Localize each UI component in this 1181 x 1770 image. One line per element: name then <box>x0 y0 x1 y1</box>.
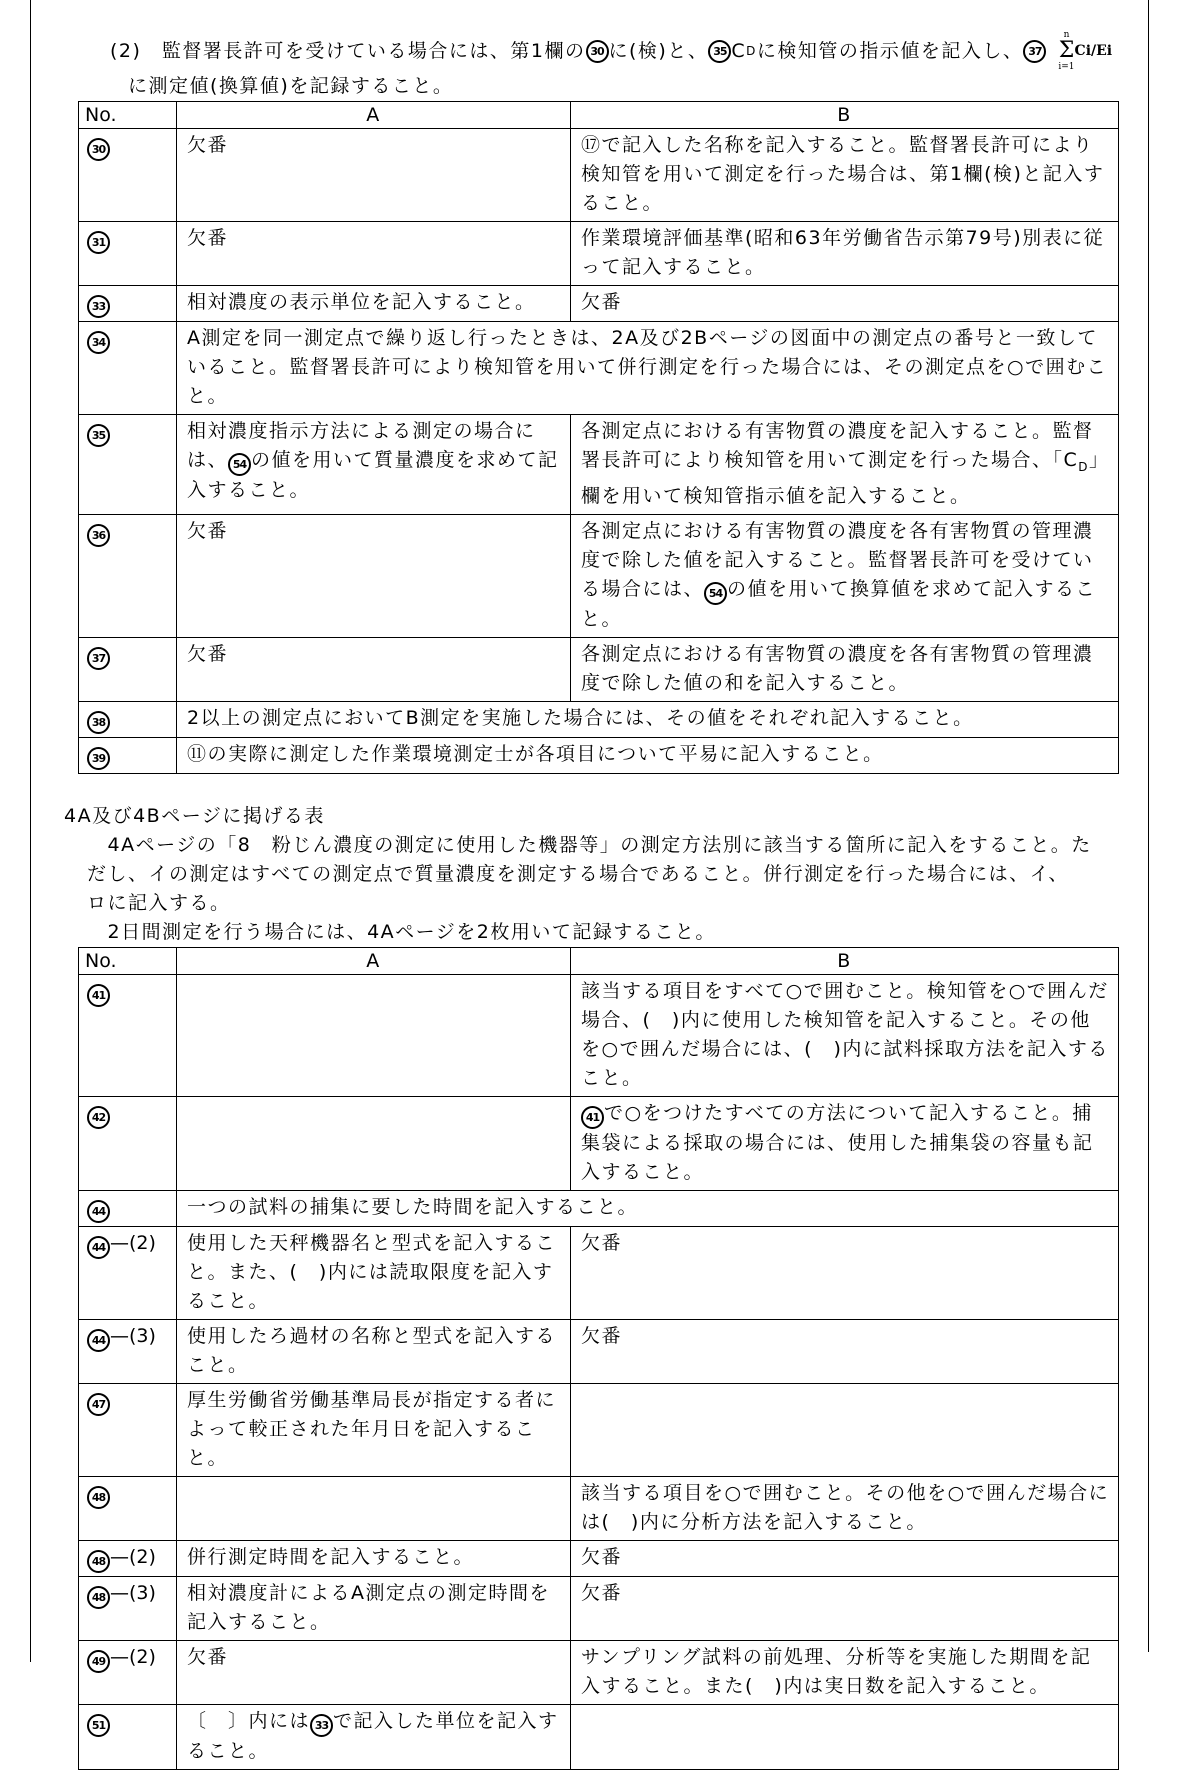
cell-text: 厚生労働省労働基準局長が指定する者によって較正された年月日を記入すること。 <box>187 1389 557 1469</box>
table-row <box>79 1705 1119 1770</box>
intro-text: C <box>731 39 747 62</box>
circled-number: 41 <box>581 1106 604 1129</box>
cell-text: 各測定点における有害物質の濃度を各有害物質の管理濃度で除した値を記入すること。監督署長許可を受けている場合には、 <box>581 520 1094 600</box>
column-a-cell <box>177 415 571 515</box>
item-number-suffix: —(2) <box>110 1232 156 1254</box>
circled-number: 37 <box>87 647 110 670</box>
cell-text: ⑰で記入した名称を記入すること。監督署長許可により検知管を用いて測定を行った場合は、第1欄(検)と記入すること。 <box>581 134 1105 214</box>
column-a-cell <box>177 1097 571 1191</box>
item-number-cell <box>79 1320 177 1384</box>
column-b-cell <box>571 1320 1119 1384</box>
cell-text: 該当する項目をすべて○で囲むこと。検知管を○で囲んだ場合、( )内に使用した検知管を記入すること。その他を○で囲んだ場合には、( )内に試料採取方法を記入すること。 <box>581 980 1109 1089</box>
cell-text: 欠番 <box>581 1325 623 1347</box>
circled-number: 31 <box>87 231 110 254</box>
header-a: A <box>177 102 571 129</box>
item-number-cell <box>79 1705 177 1770</box>
table-row <box>79 702 1119 738</box>
cell-text: 〔 〕内には <box>187 1710 311 1732</box>
formula-body: Ci/Ei <box>1074 42 1113 59</box>
circled-number: 54 <box>704 582 727 605</box>
table-row <box>79 638 1119 702</box>
circled-number: 42 <box>87 1106 110 1129</box>
circled-number: 35 <box>708 40 731 63</box>
circled-number: 30 <box>586 40 609 63</box>
cell-text: 相対濃度指示方法による測定の場合には、 <box>187 420 536 471</box>
table-3a-3b <box>78 101 1119 774</box>
column-b-cell <box>571 286 1119 322</box>
circled-number: 44 <box>87 1329 110 1352</box>
cell-text: 使用した天秤機器名と型式を記入すること。また、( )内には読取限度を記入すること。 <box>187 1232 557 1312</box>
column-a-cell <box>177 222 571 286</box>
circled-number: 39 <box>87 747 110 770</box>
circled-number: 37 <box>1023 40 1046 63</box>
column-a-cell <box>177 515 571 638</box>
item-number-cell <box>79 1191 177 1227</box>
sum-formula <box>1058 30 1112 72</box>
column-b-cell <box>571 415 1119 515</box>
item-number-cell <box>79 1541 177 1577</box>
item-number-cell <box>79 1577 177 1641</box>
description-cell <box>177 322 1119 415</box>
column-b-cell <box>571 1705 1119 1770</box>
table-row <box>79 1541 1119 1577</box>
table-row <box>79 1477 1119 1541</box>
cell-text: 各測定点における有害物質の濃度を記入すること。監督署長許可により検知管を用いて測定を行った場合、「C <box>581 420 1094 471</box>
cell-text: 欠番 <box>187 520 229 542</box>
column-a-cell <box>177 286 571 322</box>
header-a: A <box>177 948 571 975</box>
column-b-cell <box>571 1227 1119 1320</box>
section-paragraph-line: ロに記入する。 <box>87 892 231 914</box>
item-number-cell <box>79 515 177 638</box>
table-row <box>79 1097 1119 1191</box>
column-b-cell <box>571 975 1119 1097</box>
header-b: B <box>571 102 1119 129</box>
column-a-cell <box>177 1227 571 1320</box>
column-a-cell <box>177 129 571 222</box>
section-heading: 4A及び4Bページに掲げる表 <box>64 805 325 827</box>
circled-number: 54 <box>228 453 251 476</box>
table-row <box>79 1320 1119 1384</box>
circled-number: 33 <box>310 1714 333 1737</box>
section-paragraph-line: 4Aページの「8 粉じん濃度の測定に使用した機器等」の測定方法別に該当する箇所に記入をすること。た <box>87 834 1092 856</box>
table-header <box>79 948 1119 975</box>
item-number-suffix: —(3) <box>110 1582 156 1604</box>
cell-text: 」欄を用いて検知管指示値を記入すること。 <box>581 449 1110 507</box>
formula-sigma: Σ <box>1058 38 1075 63</box>
table-row <box>79 1384 1119 1477</box>
column-b-cell <box>571 222 1119 286</box>
column-b-cell <box>571 638 1119 702</box>
item-number-cell <box>79 1384 177 1477</box>
description-cell <box>177 702 1119 738</box>
cell-text: A測定を同一測定点で繰り返し行ったときは、2A及び2Bページの図面中の測定点の番号と一致していること。監督署長許可により検知管を用いて併行測定を行った場合には、その測定点を○で囲むこと。 <box>187 327 1108 407</box>
column-b-cell <box>571 515 1119 638</box>
table-row <box>79 738 1119 774</box>
circled-number: 51 <box>87 1714 110 1737</box>
cell-text: 作業環境評価基準(昭和63年労働省告示第79号)別表に従って記入すること。 <box>581 227 1105 278</box>
item-number-cell <box>79 286 177 322</box>
description-cell <box>177 738 1119 774</box>
table-4a-4b <box>78 947 1119 1770</box>
circled-number: 48 <box>87 1486 110 1509</box>
item-number-cell <box>79 222 177 286</box>
subscript: D <box>1078 460 1090 474</box>
item-number-cell <box>79 129 177 222</box>
cell-text: で記入した単位を記入すること。 <box>187 1710 559 1762</box>
intro-text: (2) 監督署長許可を受けている場合には、第1欄の <box>110 39 586 62</box>
circled-number: 49 <box>87 1650 110 1673</box>
header-no: No. <box>79 948 177 975</box>
column-a-cell <box>177 1705 571 1770</box>
item-number-cell <box>79 322 177 415</box>
column-a-cell <box>177 1384 571 1477</box>
table-row <box>79 222 1119 286</box>
header-b: B <box>571 948 1119 975</box>
item-number-cell <box>79 1097 177 1191</box>
table-row <box>79 975 1119 1097</box>
subscript: D <box>746 43 757 58</box>
column-a-cell <box>177 1577 571 1641</box>
table-row <box>79 415 1119 515</box>
intro-line-2: に測定値(換算値)を記録すること。 <box>128 75 454 97</box>
item-number-suffix: —(3) <box>110 1325 156 1347</box>
cell-text: 相対濃度計によるA測定点の測定時間を記入すること。 <box>187 1582 550 1633</box>
item-number-cell <box>79 415 177 515</box>
item-number-cell <box>79 975 177 1097</box>
column-b-cell <box>571 1384 1119 1477</box>
circled-number: 41 <box>87 984 110 1007</box>
table-row <box>79 129 1119 222</box>
item-number-suffix: —(2) <box>110 1546 156 1568</box>
circled-number: 38 <box>87 711 110 734</box>
column-a-cell <box>177 1320 571 1384</box>
table-row <box>79 1577 1119 1641</box>
circled-number: 36 <box>87 524 110 547</box>
cell-text: 一つの試料の捕集に要した時間を記入すること。 <box>187 1196 639 1218</box>
cell-text: 併行測定時間を記入すること。 <box>187 1546 475 1568</box>
intro-text: に検知管の指示値を記入し、 <box>756 39 1024 62</box>
description-cell <box>177 1191 1119 1227</box>
column-a-cell <box>177 638 571 702</box>
section-paragraph-line: だし、イの測定はすべての測定点で質量濃度を測定する場合であること。併行測定を行った場合には、イ、 <box>87 863 1069 885</box>
formula-lower: i=1 <box>1058 62 1075 72</box>
cell-text: 欠番 <box>187 1646 229 1668</box>
item-number-cell <box>79 638 177 702</box>
circled-number: 30 <box>87 138 110 161</box>
cell-text: 欠番 <box>187 134 229 156</box>
circled-number: 33 <box>87 295 110 318</box>
table-row <box>79 286 1119 322</box>
circled-number: 48 <box>87 1550 110 1573</box>
table-row <box>79 322 1119 415</box>
table-row <box>79 1191 1119 1227</box>
sigma-stack <box>1058 30 1074 72</box>
cell-text: の値を用いて質量濃度を求めて記入すること。 <box>187 449 559 501</box>
intro-line-1 <box>110 30 1140 72</box>
column-a-cell <box>177 1541 571 1577</box>
cell-text: 欠番 <box>581 1232 623 1254</box>
cell-text: 各測定点における有害物質の濃度を各有害物質の管理濃度で除した値の和を記入すること。 <box>581 643 1094 694</box>
cell-text: 使用したろ過材の名称と型式を記入すること。 <box>187 1325 557 1376</box>
column-b-cell <box>571 1541 1119 1577</box>
cell-text: 該当する項目を○で囲むこと。その他を○で囲んだ場合には( )内に分析方法を記入すること。 <box>581 1482 1110 1533</box>
column-b-cell <box>571 129 1119 222</box>
cell-text: で○をつけたすべての方法について記入すること。捕集袋による採取の場合には、使用した捕集袋の容量も記入すること。 <box>581 1102 1094 1183</box>
column-b-cell <box>571 1477 1119 1541</box>
cell-text: 欠番 <box>581 291 623 313</box>
item-number-cell <box>79 1227 177 1320</box>
section-paragraph-2: 2日間測定を行う場合には、4Aページを2枚用いて記録すること。 <box>87 921 716 943</box>
cell-text: 欠番 <box>187 643 229 665</box>
circled-number: 35 <box>87 424 110 447</box>
cell-text: 欠番 <box>187 227 229 249</box>
circled-number: 47 <box>87 1393 110 1416</box>
cell-text: サンプリング試料の前処理、分析等を実施した期間を記入すること。また( )内は実日数を記入すること。 <box>581 1646 1092 1697</box>
item-number-cell <box>79 702 177 738</box>
circled-number: 34 <box>87 331 110 354</box>
cell-text: の値を用いて換算値を求めて記入すること。 <box>581 578 1097 630</box>
item-number-cell <box>79 1477 177 1541</box>
circled-number: 44 <box>87 1236 110 1259</box>
circled-number: 44 <box>87 1200 110 1223</box>
item-number-suffix: —(2) <box>110 1646 156 1668</box>
table-row <box>79 1227 1119 1320</box>
formula-upper: n <box>1063 30 1070 40</box>
column-b-cell <box>571 1097 1119 1191</box>
cell-text: 相対濃度の表示単位を記入すること。 <box>187 291 536 313</box>
intro-text: に(検)と、 <box>608 39 709 62</box>
column-b-cell <box>571 1577 1119 1641</box>
column-a-cell <box>177 1477 571 1541</box>
item-number-cell <box>79 738 177 774</box>
table-header <box>79 102 1119 129</box>
column-a-cell <box>177 975 571 1097</box>
header-no: No. <box>79 102 177 129</box>
cell-text: 欠番 <box>581 1546 623 1568</box>
cell-text: 2以上の測定点においてB測定を実施した場合には、その値をそれぞれ記入すること。 <box>187 707 974 729</box>
cell-text: 欠番 <box>581 1582 623 1604</box>
cell-text: ⑪の実際に測定した作業環境測定士が各項目について平易に記入すること。 <box>187 743 884 765</box>
circled-number: 48 <box>87 1586 110 1609</box>
table-row <box>79 515 1119 638</box>
